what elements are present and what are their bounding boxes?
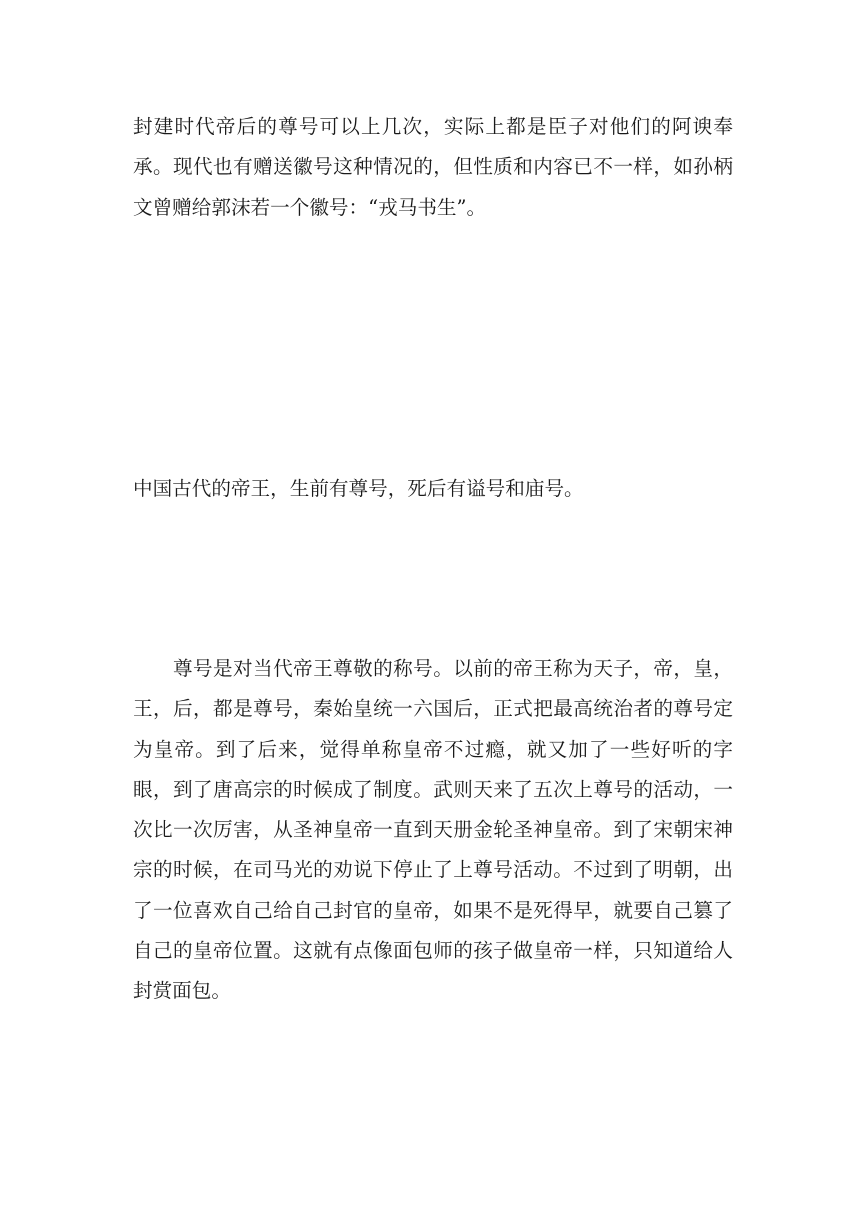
paragraph-ancient-emperors: 中国古代的帝王，生前有尊号，死后有谥号和庙号。 (133, 477, 584, 500)
paragraph-zunhao-history: 尊号是对当代帝王尊敬的称号。以前的帝王称为天子，帝，皇，王，后，都是尊号，秦始皇统一六国后，正式把最高统治者的尊号定为皇帝。到了后来，觉得单称皇帝不过瘾，就又加了一些好听的字眼，到了唐高宗的时候成了制度。武则天来了五次上尊号的活动，一次比一次厉害，从圣神皇帝一直到天册金轮圣神皇帝。到了宋朝宋神宗的时候，在司马光的劝说下停止了上尊号活动。不过到了明朝，出了一位喜欢自己给自己封官的皇帝，如果不是死得早，就要自己篡了自己的皇帝位置。这就有点像面包师的孩子做皇帝一样，只知道给人封赏面包。 (133, 657, 733, 1003)
paragraph-honorific-titles: 封建时代帝后的尊号可以上几次，实际上都是臣子对他们的阿谀奉承。现代也有赠送徽号这种情况的，但性质和内容已不一样，如孙柄文曾赠给郭沫若一个徽号：“戎马书生”。 (133, 115, 733, 219)
